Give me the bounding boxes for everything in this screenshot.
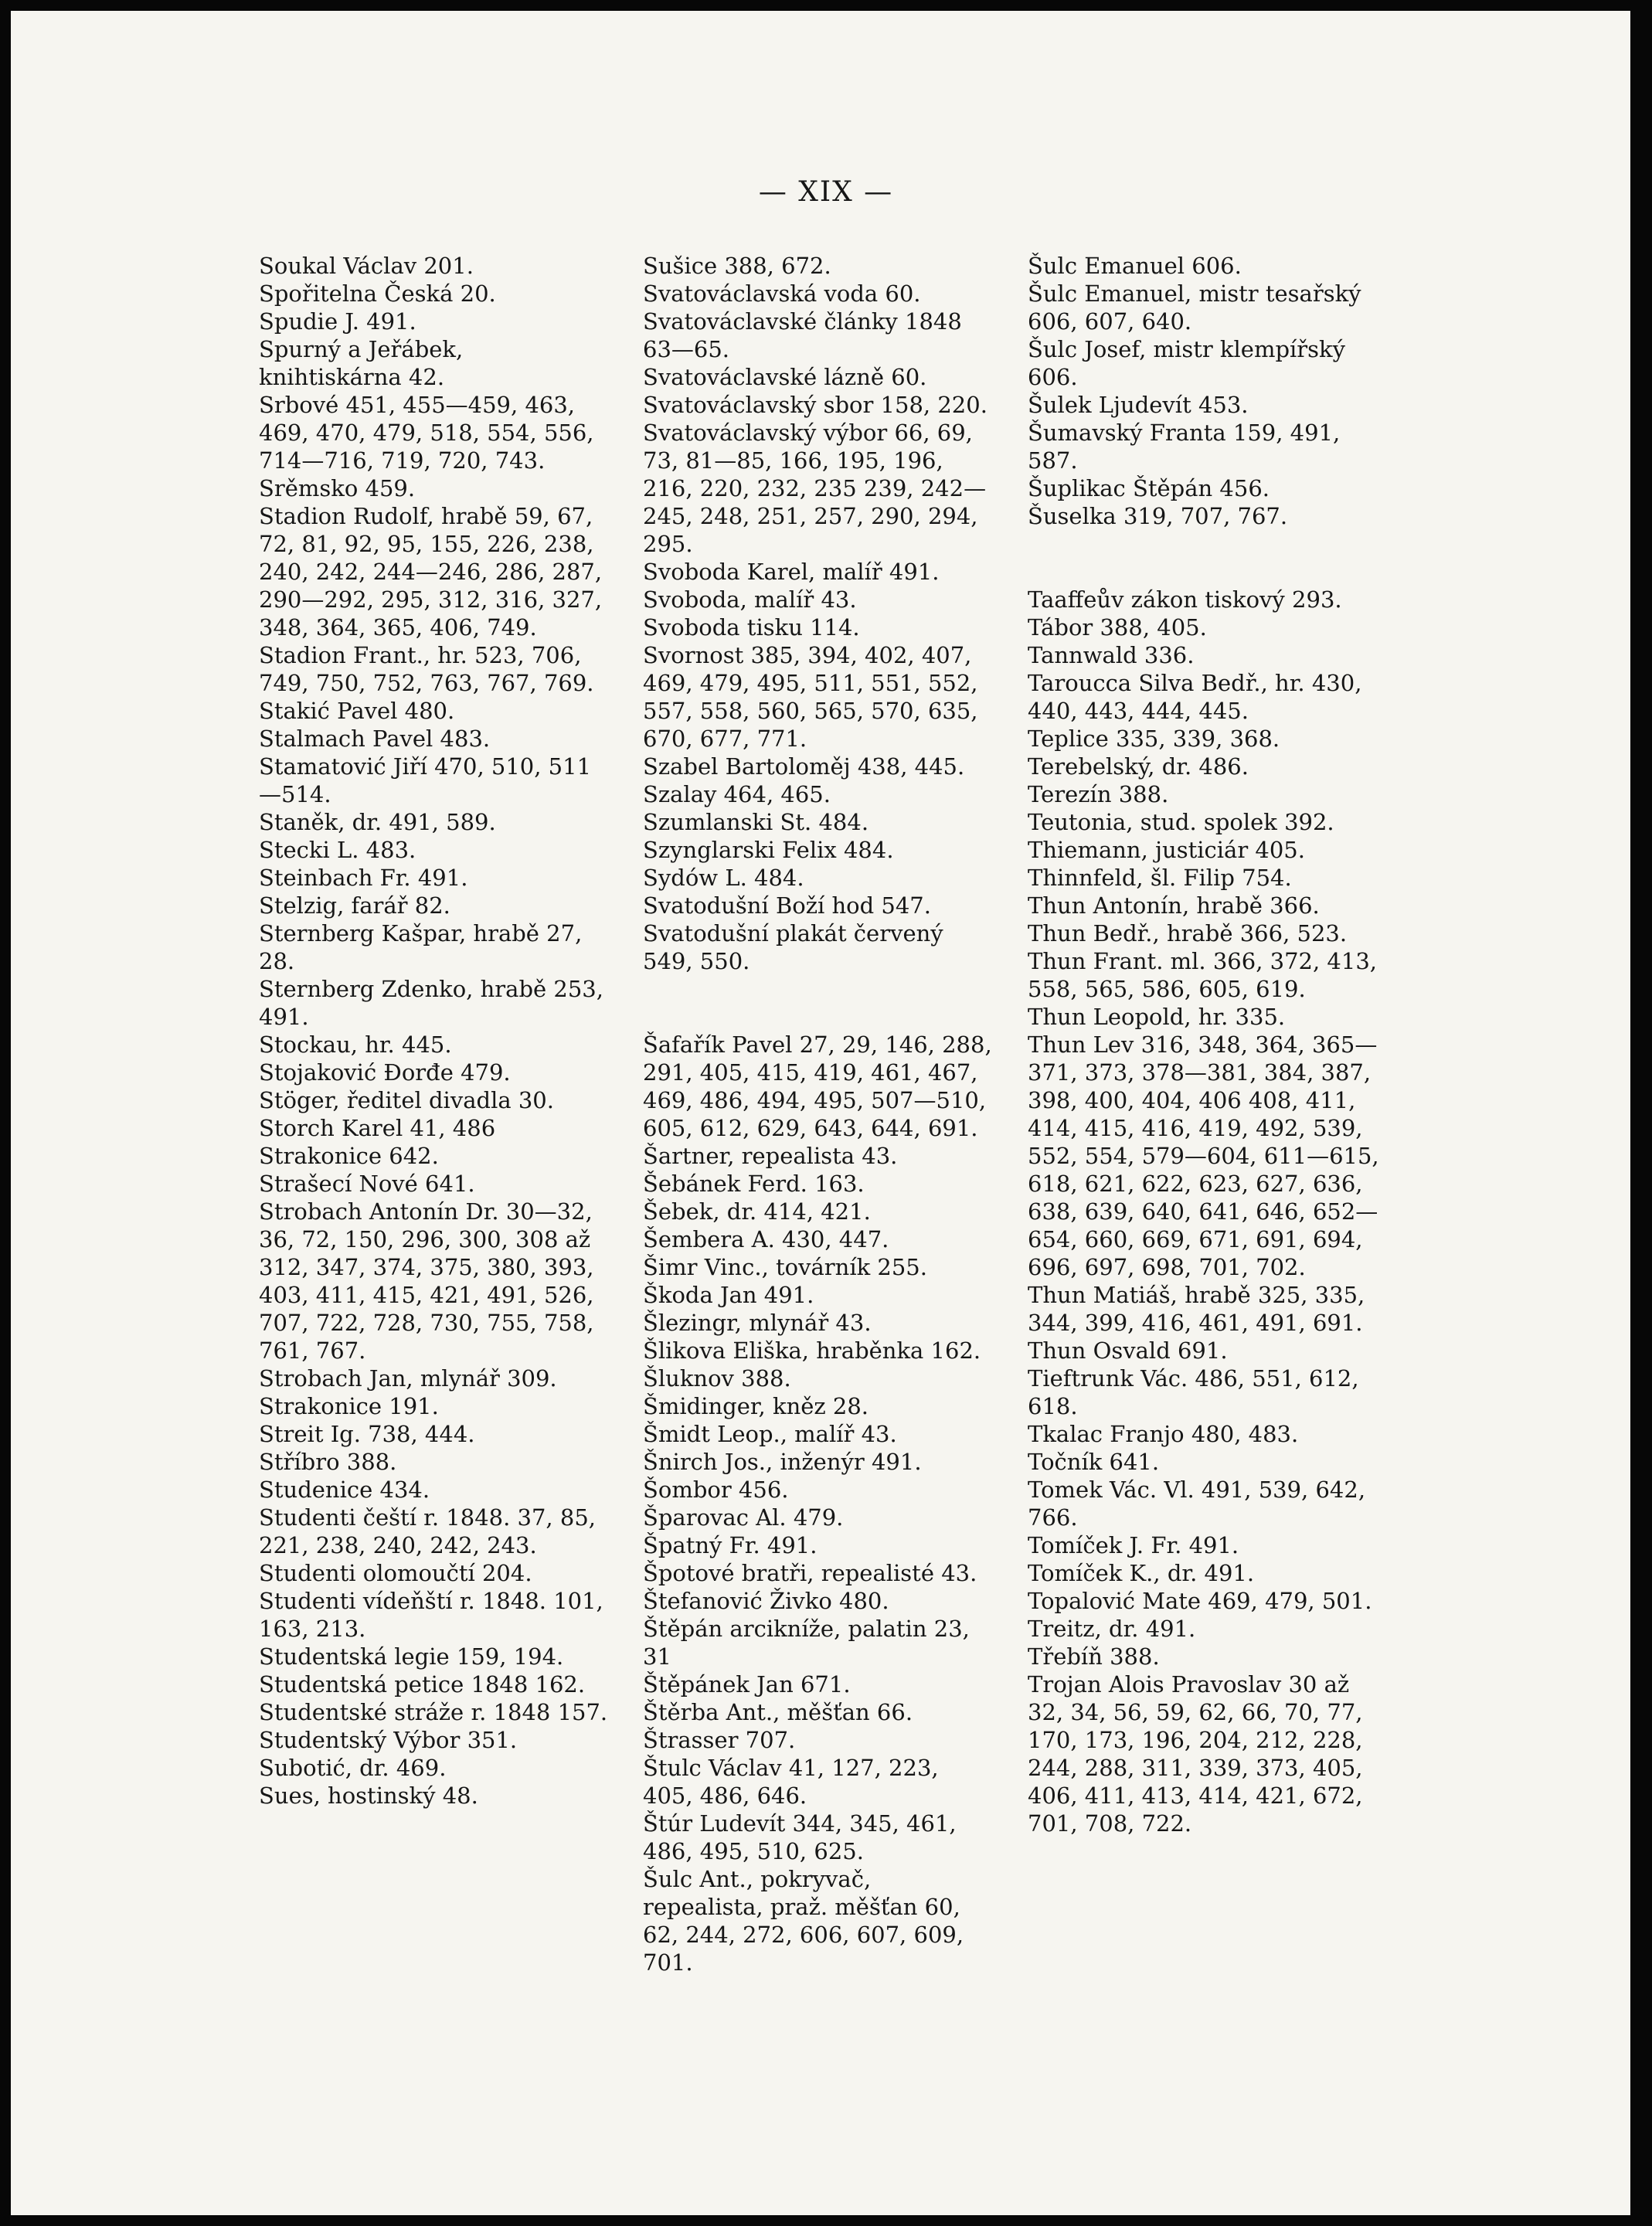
index-entry [259,864,610,892]
index-entry [643,558,994,586]
index-entry [643,1170,994,1198]
index-entry [643,586,994,613]
index-entry [259,1114,610,1142]
index-entry [259,1142,610,1170]
index-section-gap [1028,530,1379,586]
index-entry [259,1559,610,1587]
index-entry [643,1587,994,1615]
index-entry [1028,1031,1379,1281]
index-entry [259,335,610,391]
index-entry [643,864,994,892]
index-entry [259,1170,610,1198]
index-entry [259,1059,610,1086]
index-entry [1028,1281,1379,1337]
index-entry [643,1754,994,1810]
index-entry [1028,1587,1379,1615]
index-entry [1028,753,1379,780]
index-entry [1028,335,1379,391]
index-entry [643,1031,994,1142]
index-entry [643,1142,994,1170]
index-entry [1028,1448,1379,1476]
index-entry [259,697,610,725]
index-entry [1028,725,1379,753]
index-entry [259,641,610,697]
index-entry [643,363,994,391]
index-entry [259,1782,610,1810]
index-entry [643,391,994,419]
index-entry [643,613,994,641]
index-entry [643,1420,994,1448]
index-entry [643,836,994,864]
index-entry [1028,1615,1379,1643]
index-column-3 [1028,252,1379,1837]
index-entry [643,1198,994,1225]
index-entry [643,1253,994,1281]
index-entry [259,502,610,641]
index-entry [259,808,610,836]
index-entry [643,808,994,836]
index-entry [643,1559,994,1587]
index-column-2 [643,252,994,1976]
index-entry [643,1698,994,1726]
index-entry [259,753,610,808]
page-number: — XIX — [758,176,894,208]
index-entry [643,919,994,975]
index-entry [1028,892,1379,919]
index-entry [643,308,994,363]
index-entry [259,1364,610,1392]
index-entry [643,1364,994,1392]
index-entry [1028,641,1379,669]
index-entry [259,474,610,502]
index-entry [1028,613,1379,641]
index-entry [259,1754,610,1782]
index-entry [259,1476,610,1504]
index-entry [1028,391,1379,419]
index-entry [259,1420,610,1448]
index-entry [259,1448,610,1476]
index-entry [1028,1476,1379,1531]
index-entry [643,1476,994,1504]
index-entry [259,836,610,864]
index-entry [643,1225,994,1253]
index-entry [259,892,610,919]
index-entry [643,280,994,308]
index-entry [1028,586,1379,613]
index-entry [259,280,610,308]
index-entry [643,419,994,558]
index-entry [1028,669,1379,725]
index-entry [1028,502,1379,530]
index-entry [259,1698,610,1726]
index-entry [643,1392,994,1420]
index-entry [643,1810,994,1865]
index-entry [1028,1337,1379,1364]
index-entry [259,1726,610,1754]
index-entry [643,252,994,280]
index-entry [643,1670,994,1698]
index-entry [643,1504,994,1531]
index-section-gap [643,975,994,1031]
index-entry [643,1615,994,1670]
index-entry [643,1281,994,1309]
index-entry [643,780,994,808]
index-entry [1028,1643,1379,1670]
index-column-1 [259,252,610,1810]
index-entry [1028,1559,1379,1587]
index-entry [1028,1670,1379,1837]
index-entry [1028,280,1379,335]
index-entry [259,919,610,975]
index-entry [643,641,994,753]
index-entry [1028,780,1379,808]
index-entry [259,725,610,753]
index-entry [1028,1003,1379,1031]
index-entry [643,1448,994,1476]
index-entry [259,1643,610,1670]
index-entry [1028,1420,1379,1448]
index-entry [1028,252,1379,280]
index-entry [643,1726,994,1754]
index-entry [259,1198,610,1364]
index-entry [643,1309,994,1337]
index-entry [259,1504,610,1559]
index-entry [643,1531,994,1559]
index-entry [1028,474,1379,502]
index-entry [1028,808,1379,836]
index-entry [643,1865,994,1976]
index-entry [1028,419,1379,474]
index-entry [643,753,994,780]
index-entry [259,1670,610,1698]
index-entry [259,975,610,1031]
index-entry [259,1086,610,1114]
index-entry [259,1587,610,1643]
index-entry [1028,919,1379,947]
index-entry [259,1392,610,1420]
index-entry [1028,1531,1379,1559]
index-entry [259,1031,610,1059]
index-entry [259,252,610,280]
index-entry [1028,947,1379,1003]
index-entry [259,308,610,335]
index-entry [1028,1364,1379,1420]
index-entry [643,1337,994,1364]
index-entry [259,391,610,474]
index-entry [1028,864,1379,892]
index-entry [643,892,994,919]
index-entry [1028,836,1379,864]
